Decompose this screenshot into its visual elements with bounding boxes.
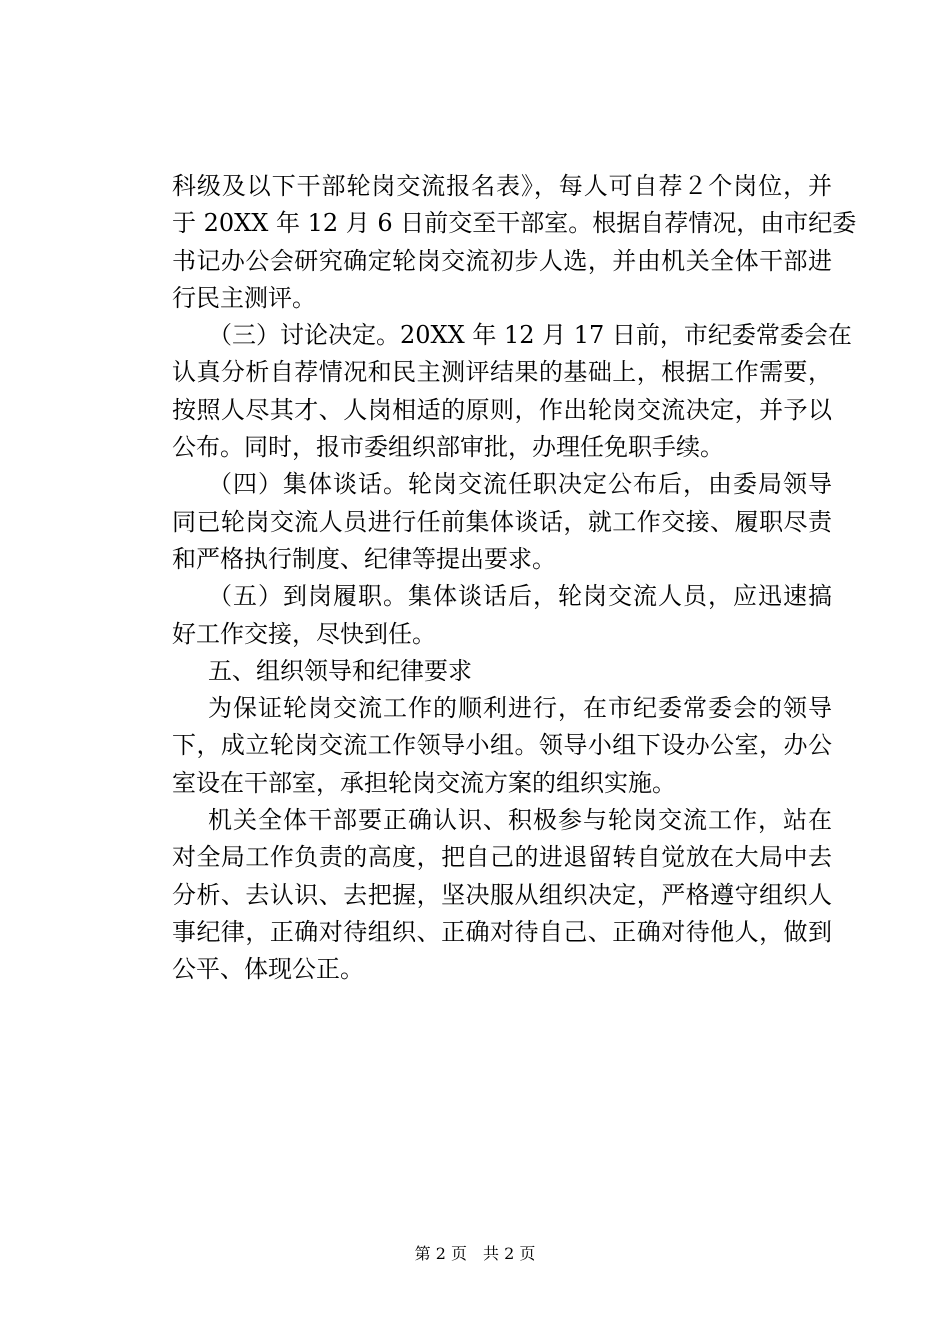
text-line: 行民主测评。	[172, 283, 316, 312]
text-line: 对全局工作负责的高度，把自己的进退留转自觉放在大局中去	[172, 843, 832, 872]
text-line: 五、组织领导和纪律要求	[208, 656, 472, 685]
text-line: 和严格执行制度、纪律等提出要求。	[172, 544, 556, 573]
text-line: （五）到岗履职。集体谈话后，轮岗交流人员，应迅速搞	[208, 582, 832, 611]
text-line: （三）讨论决定。20XX 年 12 月 17 日前，市纪委常委会在	[208, 321, 852, 350]
text-line: 机关全体干部要正确认识、积极参与轮岗交流工作，站在	[208, 806, 832, 835]
text-line: 下，成立轮岗交流工作领导小组。领导小组下设办公室，办公	[172, 731, 832, 760]
text-line: 事纪律，正确对待组织、正确对待自己、正确对待他人，做到	[172, 917, 832, 946]
text-line: 公布。同时，报市委组织部审批，办理任免职手续。	[172, 433, 724, 462]
text-line: 好工作交接，尽快到任。	[172, 619, 436, 648]
text-line: 分析、去认识、去把握，坚决服从组织决定，严格遵守组织人	[172, 880, 832, 909]
text-line: 同已轮岗交流人员进行任前集体谈话，就工作交接、履职尽责	[172, 507, 832, 536]
page-footer: 第 2 页 共 2 页	[414, 1244, 536, 1263]
document-body	[172, 168, 857, 989]
text-line: 科级及以下干部轮岗交流报名表》，每人可自荐２个岗位，并	[172, 172, 832, 200]
text-line: （四）集体谈话。轮岗交流任职决定公布后，由委局领导	[208, 470, 832, 499]
text-line: 室设在干部室，承担轮岗交流方案的组织实施。	[172, 768, 676, 797]
text-line: 于 20XX 年 12 月 6 日前交至干部室。根据自荐情况，由市纪委	[172, 209, 857, 238]
text-line: 认真分析自荐情况和民主测评结果的基础上，根据工作需要，	[172, 358, 832, 387]
text-line: 公平、体现公正。	[172, 955, 364, 984]
text-line: 为保证轮岗交流工作的顺利进行，在市纪委常委会的领导	[208, 694, 832, 723]
text-line: 书记办公会研究确定轮岗交流初步人选，并由机关全体干部进	[172, 246, 832, 275]
text-line: 按照人尽其才、人岗相适的原则，作出轮岗交流决定，并予以	[172, 395, 832, 424]
